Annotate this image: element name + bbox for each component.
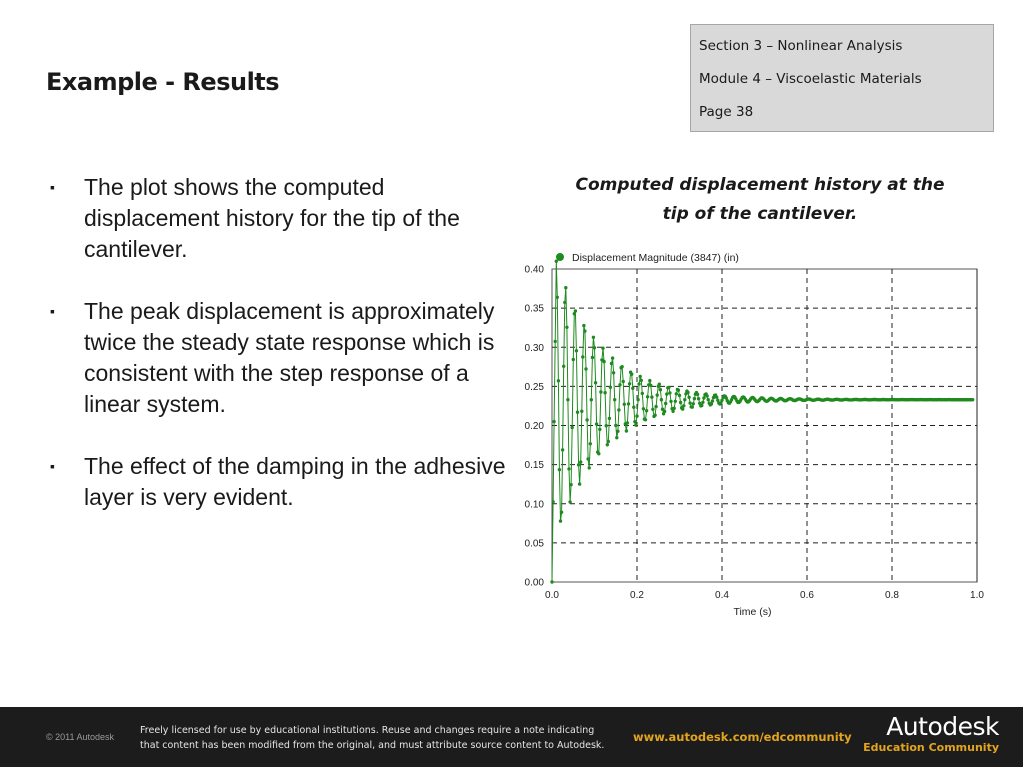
bullet-item	[48, 172, 508, 265]
data-point	[669, 400, 672, 403]
data-point	[671, 410, 674, 413]
data-point	[611, 356, 614, 359]
module-label: Module 4 – Viscoelastic Materials	[699, 71, 922, 87]
bullet-marker: ▪	[50, 458, 55, 474]
data-point	[646, 395, 649, 398]
license-line: that content has been modified from the original, and must attribute source content to Autodesk.	[140, 740, 605, 751]
data-point	[579, 460, 582, 463]
data-point	[610, 362, 613, 365]
data-point	[660, 398, 663, 401]
data-point	[557, 379, 560, 382]
data-point	[663, 410, 666, 413]
data-point	[559, 519, 562, 522]
license-text	[140, 723, 604, 753]
data-point	[575, 349, 578, 352]
data-point	[630, 373, 633, 376]
data-point	[554, 340, 557, 343]
footer-bar	[0, 707, 1023, 767]
data-point	[556, 296, 559, 299]
data-point	[640, 379, 643, 382]
data-point	[564, 286, 567, 289]
data-point	[971, 398, 974, 401]
data-point	[599, 390, 602, 393]
copyright-text: © 2011 Autodesk	[46, 732, 115, 742]
data-point	[633, 420, 636, 423]
data-point	[649, 384, 652, 387]
data-point	[668, 391, 671, 394]
data-point	[705, 394, 708, 397]
data-point	[711, 399, 714, 402]
data-point	[620, 365, 623, 368]
data-point	[602, 360, 605, 363]
data-point	[631, 387, 634, 390]
chart-caption: Computed displacement history at the tip of the cantilever.	[575, 175, 945, 224]
data-point	[577, 463, 580, 466]
data-point	[561, 448, 564, 451]
y-tick-label: 0.20	[524, 421, 544, 432]
section-label: Section 3 – Nonlinear Analysis	[699, 38, 903, 54]
data-point	[625, 429, 628, 432]
data-point	[616, 430, 619, 433]
x-tick-label: 1.0	[970, 590, 984, 601]
data-point	[574, 309, 577, 312]
y-tick-label: 0.10	[524, 499, 544, 511]
data-point	[614, 424, 617, 427]
x-tick-label: 0.0	[545, 590, 559, 601]
data-point	[651, 408, 654, 411]
data-point	[594, 381, 597, 384]
data-point	[700, 404, 703, 407]
data-point	[639, 375, 642, 378]
data-point	[558, 468, 561, 471]
data-point	[565, 326, 568, 329]
data-point	[659, 388, 662, 391]
data-point	[560, 511, 563, 514]
data-point	[571, 426, 574, 429]
y-tick-label: 0.05	[524, 538, 544, 550]
data-point	[654, 405, 657, 408]
legend-marker-icon	[557, 254, 564, 261]
data-point	[584, 367, 587, 370]
brand-name: Autodesk	[886, 712, 999, 741]
data-point	[580, 410, 583, 413]
data-point	[613, 398, 616, 401]
data-point	[707, 398, 710, 401]
data-point	[675, 392, 678, 395]
data-point	[552, 420, 555, 423]
data-point	[623, 403, 626, 406]
y-tick-label: 0.40	[524, 264, 544, 276]
data-point	[626, 421, 629, 424]
y-tick-label: 0.00	[524, 577, 544, 589]
data-point	[612, 371, 615, 374]
data-point	[648, 379, 651, 382]
data-point	[664, 402, 667, 405]
data-point	[691, 405, 694, 408]
data-point	[562, 365, 565, 368]
data-point	[595, 422, 598, 425]
y-tick-label: 0.35	[524, 303, 544, 315]
data-point	[673, 407, 676, 410]
data-point	[581, 355, 584, 358]
bullet-item	[48, 451, 508, 513]
data-point	[569, 483, 572, 486]
data-point	[618, 383, 621, 386]
data-point	[572, 358, 575, 361]
data-point	[681, 407, 684, 410]
data-point	[609, 386, 612, 389]
data-point	[585, 418, 588, 421]
data-point	[563, 301, 566, 304]
y-tick-label: 0.30	[524, 342, 544, 354]
data-point	[555, 260, 558, 263]
data-point	[622, 380, 625, 383]
displacement-chart	[505, 245, 1005, 625]
brand-subtitle: Education Community	[863, 741, 999, 754]
data-point	[592, 336, 595, 339]
data-point	[636, 398, 639, 401]
data-point	[696, 393, 699, 396]
data-point	[591, 356, 594, 359]
y-tick-label: 0.15	[524, 460, 544, 472]
bullet-text: The effect of the damping in the adhesive layer is very evident.	[84, 453, 506, 510]
data-point	[597, 452, 600, 455]
data-point	[665, 392, 668, 395]
data-point	[644, 418, 647, 421]
community-link[interactable]: www.autodesk.com/edcommunity	[633, 730, 852, 744]
x-tick-label: 0.8	[885, 590, 899, 601]
data-point	[686, 391, 689, 394]
data-point	[617, 408, 620, 411]
data-point	[632, 406, 635, 409]
autodesk-logo	[863, 713, 999, 754]
x-axis-label: Time (s)	[733, 606, 772, 618]
bullet-item	[48, 296, 508, 420]
bullet-marker: ▪	[50, 179, 55, 195]
data-point	[687, 396, 690, 399]
data-point	[589, 442, 592, 445]
data-point	[650, 395, 653, 398]
data-point	[582, 324, 585, 327]
data-point	[677, 389, 680, 392]
data-point	[635, 414, 638, 417]
data-point	[667, 386, 670, 389]
data-point	[615, 436, 618, 439]
data-point	[567, 467, 570, 470]
license-line: Freely licensed for use by educational institutions. Reuse and changes require a note indicating	[140, 725, 595, 736]
x-tick-label: 0.2	[630, 590, 644, 601]
data-point	[588, 466, 591, 469]
data-point	[701, 401, 704, 404]
data-point	[715, 396, 718, 399]
x-tick-label: 0.4	[715, 590, 729, 601]
x-tick-label: 0.6	[800, 590, 814, 601]
data-point	[566, 398, 569, 401]
data-point	[688, 401, 691, 404]
data-point	[637, 382, 640, 385]
data-point	[607, 440, 610, 443]
data-point	[693, 397, 696, 400]
data-point	[645, 409, 648, 412]
data-point	[658, 383, 661, 386]
data-point	[628, 382, 631, 385]
data-point	[590, 398, 593, 401]
data-point	[606, 443, 609, 446]
data-point	[642, 407, 645, 410]
bullet-list	[48, 172, 508, 544]
data-point	[634, 423, 637, 426]
bullet-marker: ▪	[50, 303, 55, 319]
data-point	[674, 400, 677, 403]
data-point	[601, 347, 604, 350]
legend-label: Displacement Magnitude (3847) (in)	[572, 252, 739, 264]
data-point	[576, 411, 579, 414]
section-info-box	[690, 24, 994, 132]
data-point	[653, 414, 656, 417]
y-tick-label: 0.25	[524, 381, 544, 393]
data-point	[550, 580, 553, 583]
data-point	[702, 396, 705, 399]
data-point	[551, 500, 554, 503]
data-point	[608, 417, 611, 420]
data-point	[683, 398, 686, 401]
data-point	[627, 402, 630, 405]
bullet-text: The plot shows the computed displacement history for the tip of the cantilever.	[84, 174, 460, 262]
data-point	[682, 404, 685, 407]
page-label: Page 38	[699, 104, 754, 120]
bullet-text: The peak displacement is approximately twice the steady state response which is consistent with the step response of a linear system.	[84, 298, 495, 417]
data-point	[593, 346, 596, 349]
data-point	[697, 397, 700, 400]
data-point	[605, 424, 608, 427]
data-point	[692, 402, 695, 405]
data-point	[586, 457, 589, 460]
data-point	[598, 428, 601, 431]
data-point	[641, 392, 644, 395]
data-point	[679, 401, 682, 404]
data-point	[656, 393, 659, 396]
data-point	[710, 402, 713, 405]
slide-title: Example - Results	[46, 68, 280, 96]
data-point	[578, 482, 581, 485]
data-point	[583, 329, 586, 332]
data-point	[568, 500, 571, 503]
data-point	[678, 394, 681, 397]
data-point	[603, 391, 606, 394]
